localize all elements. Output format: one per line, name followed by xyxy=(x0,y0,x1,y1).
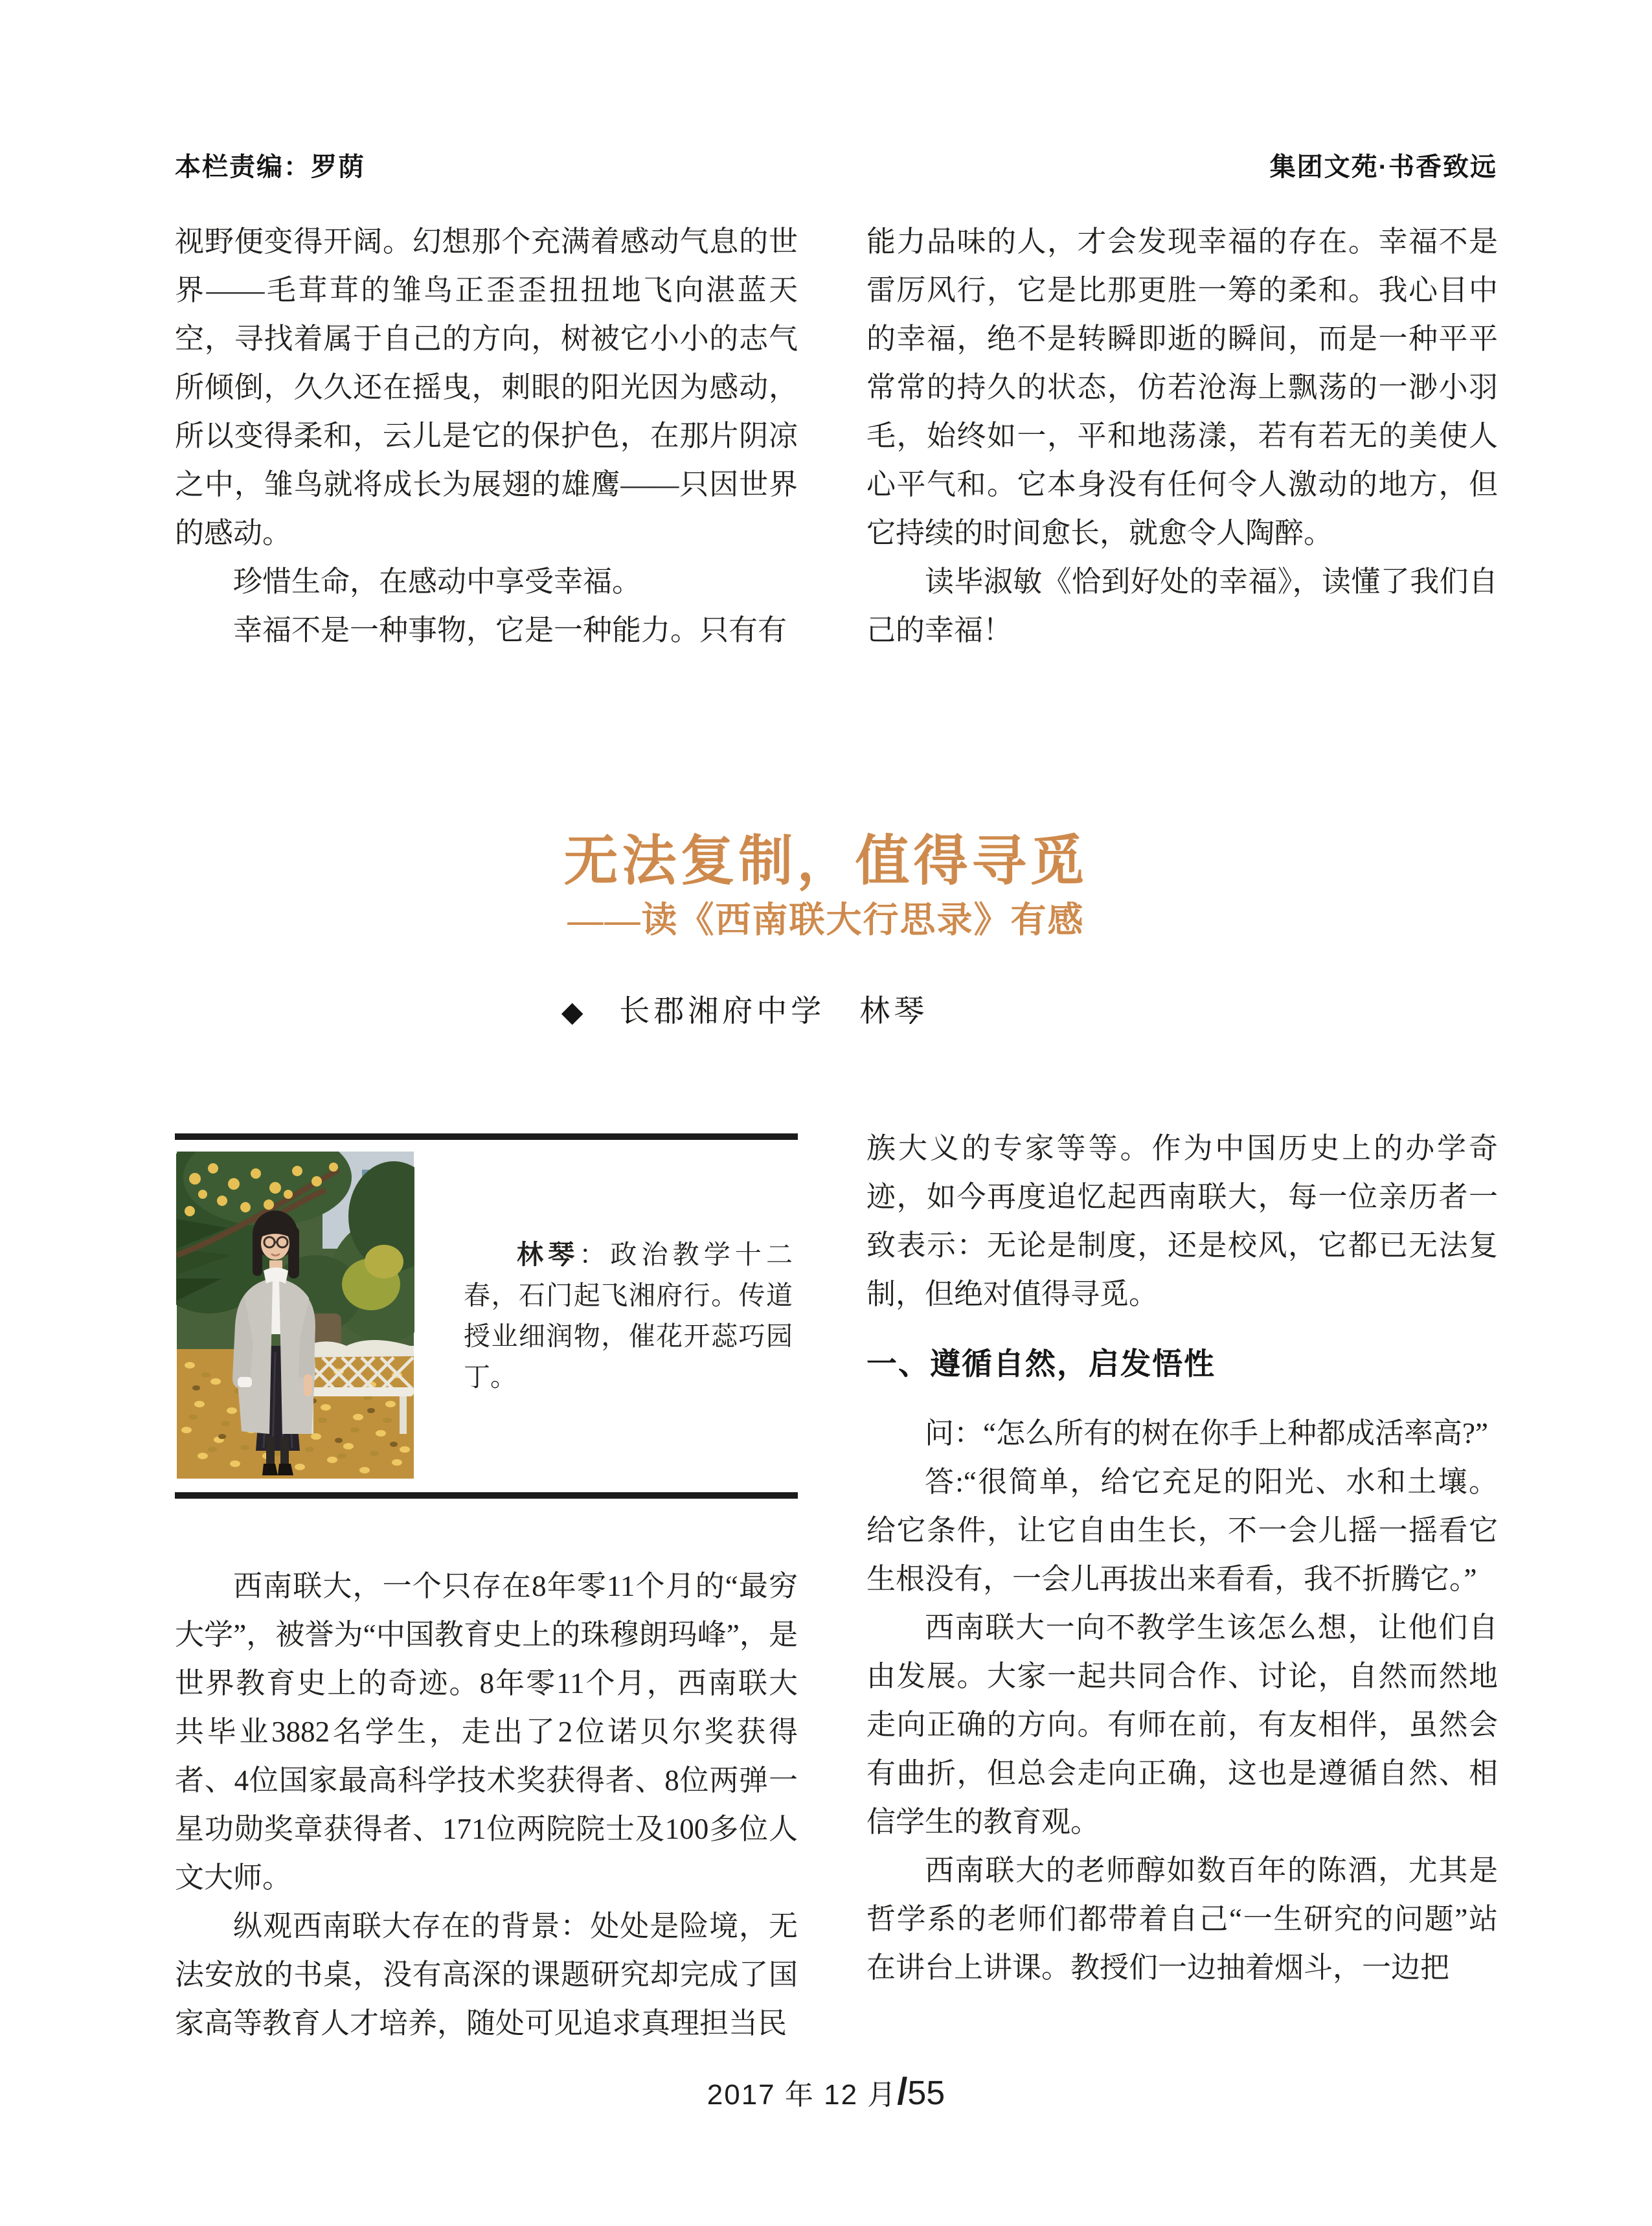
header-editor-label: 本栏责编：罗荫 xyxy=(175,153,365,181)
prev-article-right-column xyxy=(866,218,1498,655)
article-right-column xyxy=(866,1124,1498,1992)
diamond-icon: ◆ xyxy=(561,996,583,1028)
divider-bottom xyxy=(175,1492,798,1499)
author-bio-name: 林琴 xyxy=(517,1240,580,1269)
paragraph: 能力品味的人，才会发现幸福的存在。幸福不是雷厉风行，它是比那更胜一筹的柔和。我心目中的幸福，绝不是转瞬即逝的瞬间，而是一种平平常常的持久的状态，仿若沧海上飘荡的一渺小羽毛，始终如一，平和地荡漾，若有若无的美使人心平气和。它本身没有任何令人激动的地方，但它持续的时间愈长，就愈令人陶醉。 xyxy=(866,225,1498,549)
author-bio-text: ：政治教学十二春，石门起飞湘府行。传道授业细润物，催花开蕊巧园丁。 xyxy=(464,1240,793,1392)
paragraph: 视野便变得开阔。幻想那个充满着感动气息的世界——毛茸茸的雏鸟正歪歪扭扭地飞向湛蓝天空，寻找着属于自己的方向，树被它小小的志气所倾倒，久久还在摇曳，刺眼的阳光因为感动，所以变得柔和，云儿是它的保护色，在那片阴凉之中，雏鸟就将成长为展翅的雄鹰——只因世界的感动。 xyxy=(175,225,798,549)
section-heading: 一、遵循自然，启发悟性 xyxy=(866,1346,1216,1381)
article-subtitle: ——读《西南联大行思录》有感 xyxy=(567,900,1085,940)
author-bio-block xyxy=(175,1133,798,1500)
paragraph: 纵观西南联大存在的背景：处处是险境，无法安放的书桌，没有高深的课题研究却完成了国家高等教育人才培养，随处可见追求真理担当民 xyxy=(175,1910,798,2039)
page-number: 55 xyxy=(907,2074,945,2112)
paragraph: 珍惜生命，在感动中享受幸福。 xyxy=(233,565,642,598)
paragraph: 族大义的专家等等。作为中国历史上的办学奇迹，如今再度追忆起西南联大，每一位亲历者一致表示：无论是制度，还是校风，它都已无法复制，但绝对值得寻觅。 xyxy=(866,1132,1498,1310)
page-footer xyxy=(0,2070,1652,2113)
footer-date: 2017 年 12 月 xyxy=(707,2079,898,2111)
paragraph: 问：“怎么所有的树在你手上种都成活率高?” xyxy=(925,1417,1488,1449)
author-name: 长郡湘府中学 林琴 xyxy=(619,995,929,1028)
paragraph: 读毕淑敏《恰到好处的幸福》，读懂了我们自己的幸福！ xyxy=(866,565,1498,646)
paragraph: 西南联大一向不教学生该怎么想，让他们自由发展。大家一起共同合作、讨论，自然而然地走向正确的方向。有师在前，有友相伴，虽然会有曲折，但总会走向正确，这也是遵循自然、相信学生的教育观。 xyxy=(866,1611,1498,1838)
divider-top xyxy=(175,1133,798,1140)
author-photo xyxy=(176,1152,414,1479)
header-section-label: 集团文苑·书香致远 xyxy=(1269,153,1497,181)
author-line xyxy=(175,987,1315,1030)
paragraph: 西南联大的老师醇如数百年的陈酒，尤其是哲学系的老师们都带着自己“一生研究的问题”站在讲台上讲课。教授们一边抽着烟斗，一边把 xyxy=(866,1854,1498,1984)
footer-slash: / xyxy=(897,2071,908,2113)
page-header xyxy=(175,146,1497,183)
prev-article-left-column xyxy=(175,218,798,655)
paragraph: 答:“很简单，给它充足的阳光、水和土壤。给它条件，让它自由生长，不一会儿摇一摇看它生根没有，一会儿再拔出来看看，我不折腾它。” xyxy=(866,1466,1498,1595)
author-bio-caption xyxy=(464,1234,793,1398)
article-left-column xyxy=(175,1562,798,2048)
paragraph: 幸福不是一种事物，它是一种能力。只有有 xyxy=(233,614,787,646)
article-title: 无法复制，值得寻觅 xyxy=(563,832,1089,892)
paragraph: 西南联大，一个只存在8年零11个月的“最穷大学”，被誉为“中国教育史上的珠穆朗玛峰”，是世界教育史上的奇迹。8年零11个月，西南联大共毕业3882名学生，走出了2位诺贝尔奖获得者、4位国家最高科学技术奖获得者、8位两弹一星功勋奖章获得者、171位两院院士及100多位人文大师。 xyxy=(175,1570,798,1894)
